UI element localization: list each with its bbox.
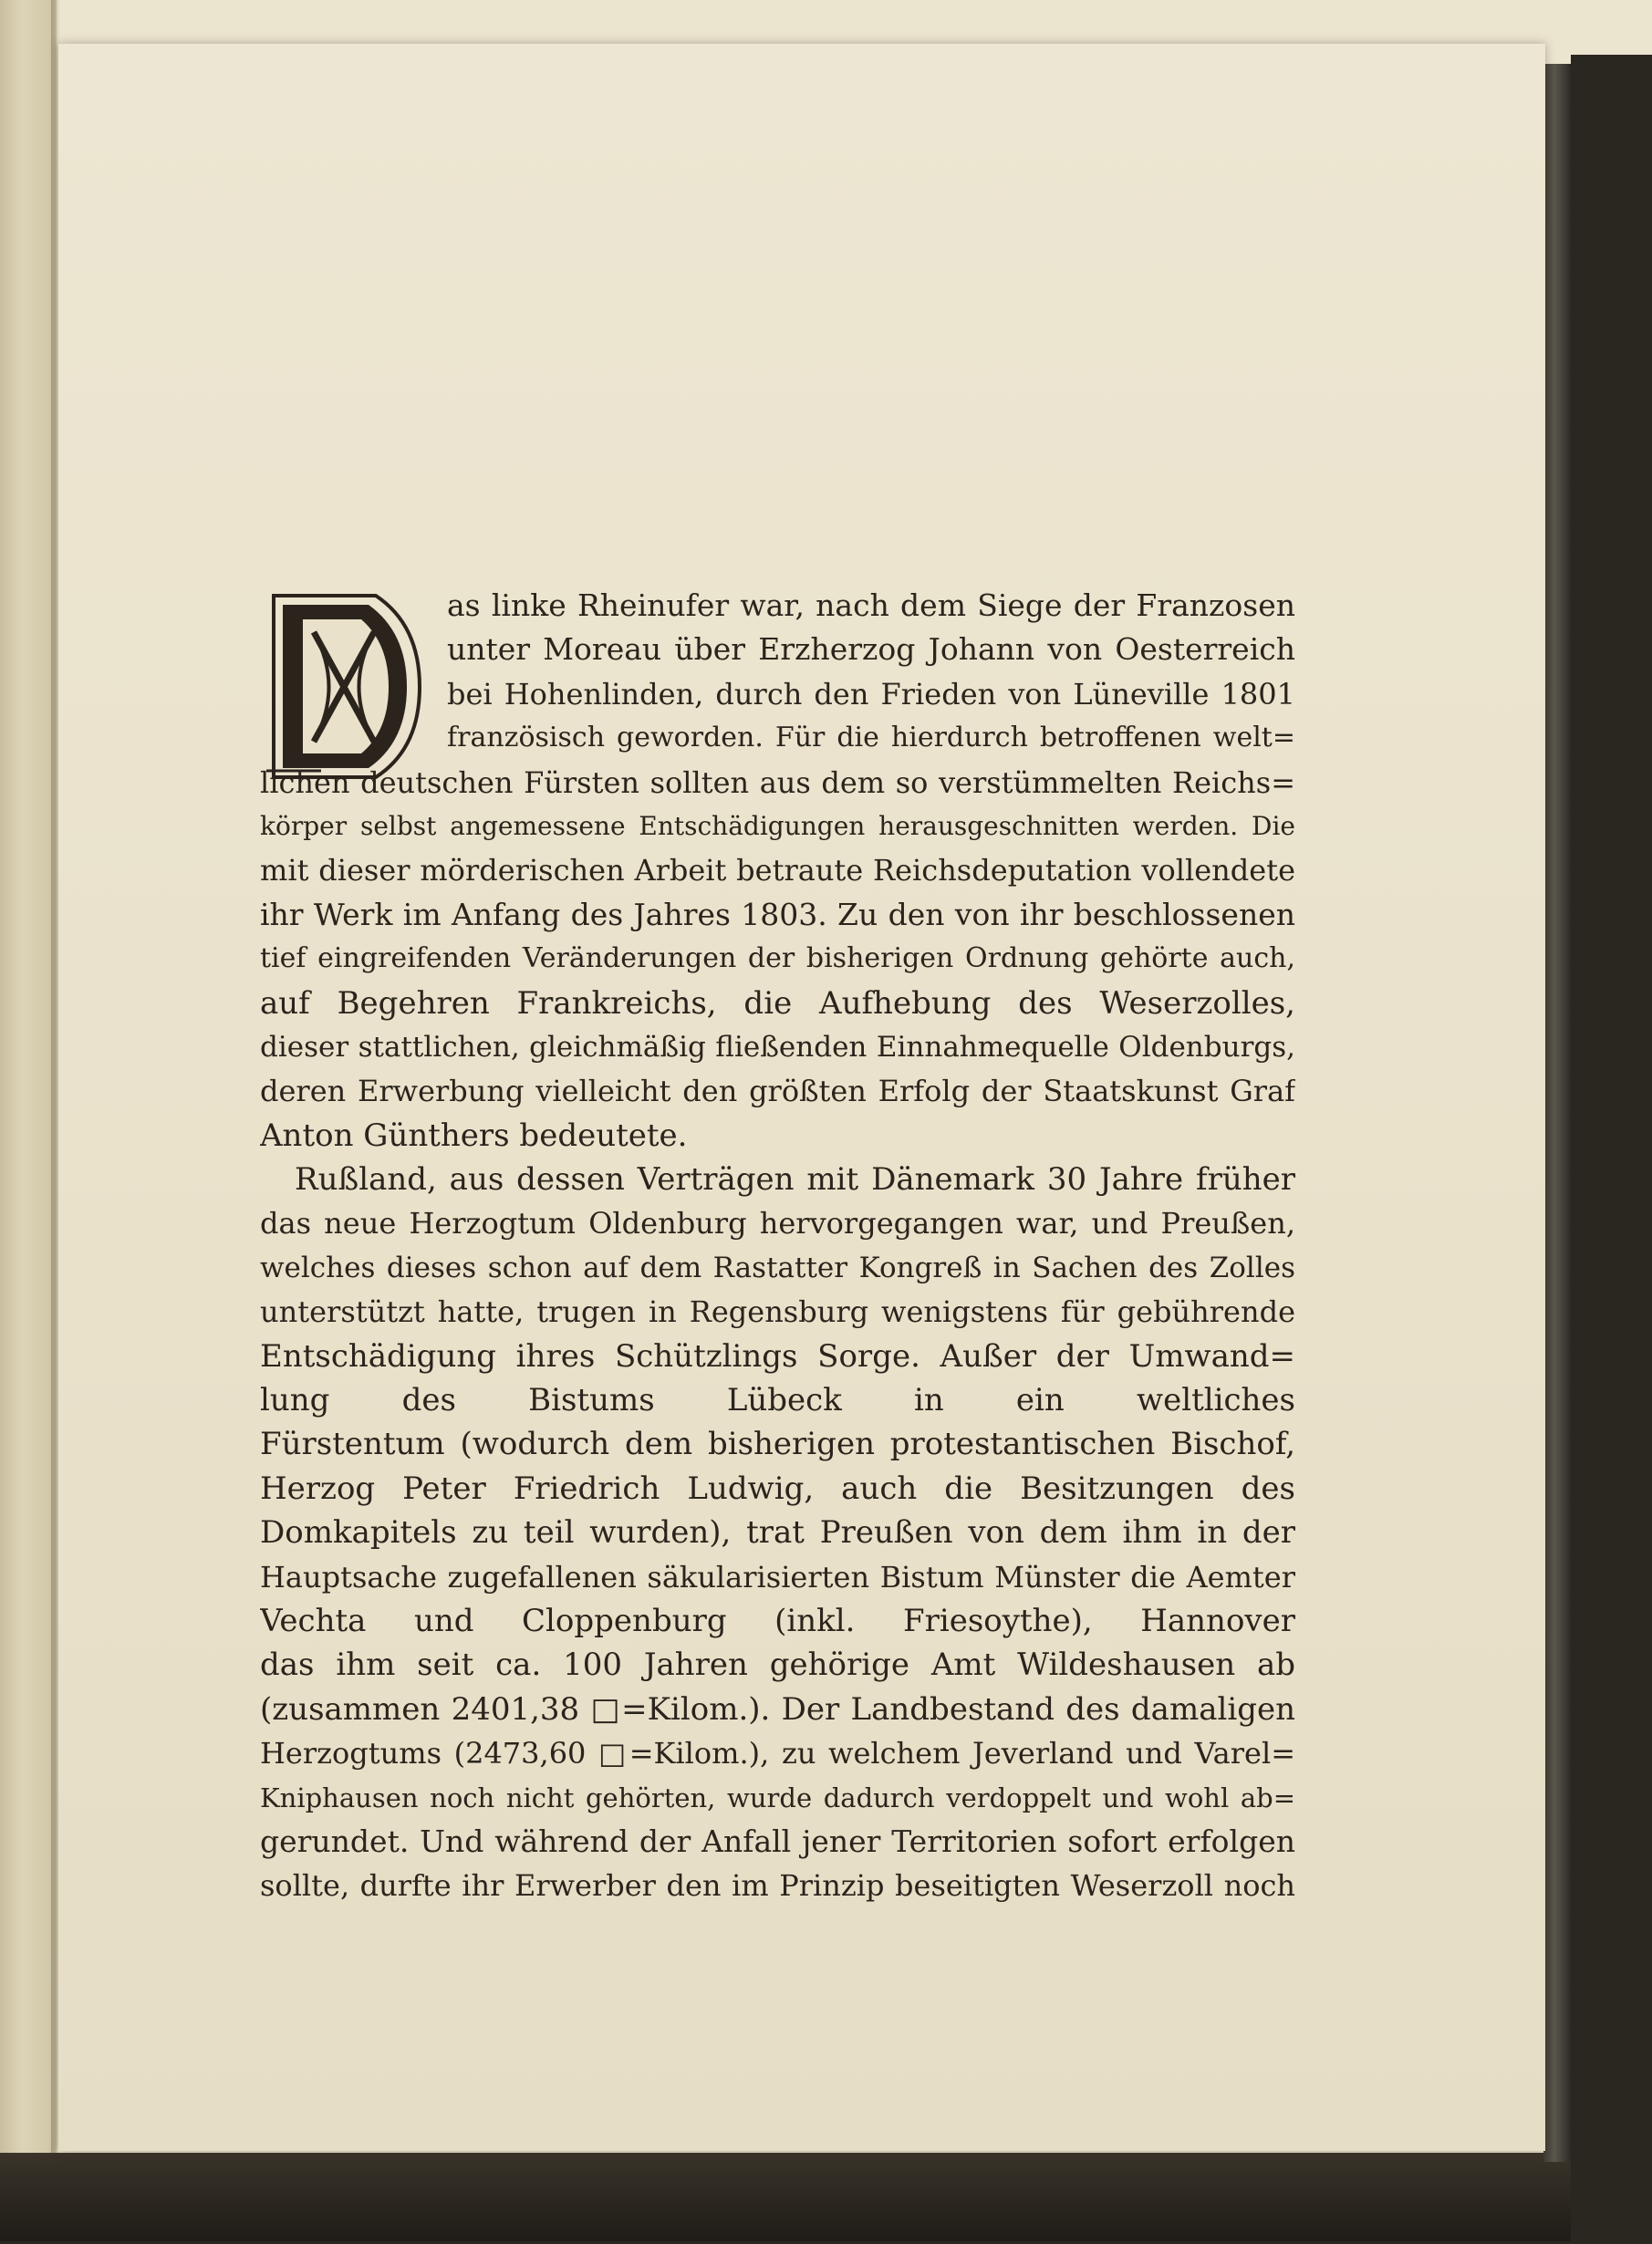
text-line: mit dieser mörderischen Arbeit betraute Reichsdeputation vollendete [260,853,1295,888]
text-line: as linke Rheinufer war, nach dem Siege der Franzosen [447,587,1295,623]
scan-background-bottom [0,2153,1652,2241]
body-text [260,584,1295,1908]
text-line: das ihm seit ca. 100 Jahren gehörige Amt Wildeshausen ab [260,1647,1295,1684]
text-line: Hauptsache zugefallenen säkularisierten Bistum Münster die Aemter [260,1559,1295,1595]
text-line: Domkapitels zu teil wurden), trat Preußen von dem ihm in der [260,1514,1295,1552]
text-line: welches dieses schon auf dem Rastatter Kongreß in Sachen des Zolles [260,1251,1295,1284]
text-line: Fürstentum (wodurch dem bisherigen protestantischen Bischof, [260,1426,1295,1463]
text-line: (zusammen 2401,38 □=Kilom.). Der Landbestand des damaligen [260,1690,1295,1728]
binding-strip [0,0,57,2241]
text-line: tief eingreifenden Veränderungen der bisherigen Ordnung gehörte auch, [260,942,1295,975]
text-line: unterstützt hatte, trugen in Regensburg wenigstens für gebührende [260,1294,1295,1330]
text-line: deren Erwerbung vielleicht den größten Erfolg der Staatskunst Graf [260,1074,1295,1109]
text-line: ihr Werk im Anfang des Jahres 1803. Zu den von ihr beschlossenen [260,896,1295,932]
text-line: Kniphausen noch nicht gehörten, wurde dadurch verdoppelt und wohl ab= [260,1782,1295,1813]
text-line: dieser stattlichen, gleichmäßig fließenden Einnahmequelle Oldenburgs, [260,1030,1295,1064]
text-line: Rußland, aus dessen Verträgen mit Dänemark 30 Jahre früher [295,1161,1295,1199]
text-line: körper selbst angemessene Entschädigungen herausgeschnitten werden. Die [260,810,1295,841]
text-line: Herzogtums (2473,60 □=Kilom.), zu welchem Jeverland und Varel= [260,1736,1295,1771]
text-line: sollte, durfte ihr Erwerber den im Prinzip beseitigten Weserzoll noch [260,1868,1295,1904]
text-line: unter Moreau über Erzherzog Johann von Oesterreich [447,631,1295,668]
text-line: Vechta und Cloppenburg (inkl. Friesoythe), Hannover [260,1602,1295,1639]
text-line: Anton Günthers bedeutete. [260,1117,688,1154]
text-line: auf Begehren Frankreichs, die Aufhebung des Weserzolles, [260,984,1295,1022]
text-line: das neue Herzogtum Oldenburg hervorgegangen war, und Preußen, [260,1206,1295,1241]
text-line: lung des Bistums Lübeck in ein weltliches [260,1382,1295,1419]
text-line: bei Hohenlinden, durch den Frieden von Lüneville 1801 [447,676,1295,712]
text-line: französisch geworden. Für die hierdurch betroffenen welt= [447,722,1295,754]
text-line: Entschädigung ihres Schützlings Sorge. Außer der Umwand= [260,1337,1295,1375]
text-line: Herzog Peter Friedrich Ludwig, auch die Besitzungen des [260,1470,1295,1507]
text-line: lichen deutschen Fürsten sollten aus dem so verstümmelten Reichs= [260,764,1295,800]
text-line: gerundet. Und während der Anfall jener Territorien sofort erfolgen [260,1823,1295,1859]
book-cover-edge [1543,64,1571,2162]
scan-background-right [1571,55,1652,2244]
